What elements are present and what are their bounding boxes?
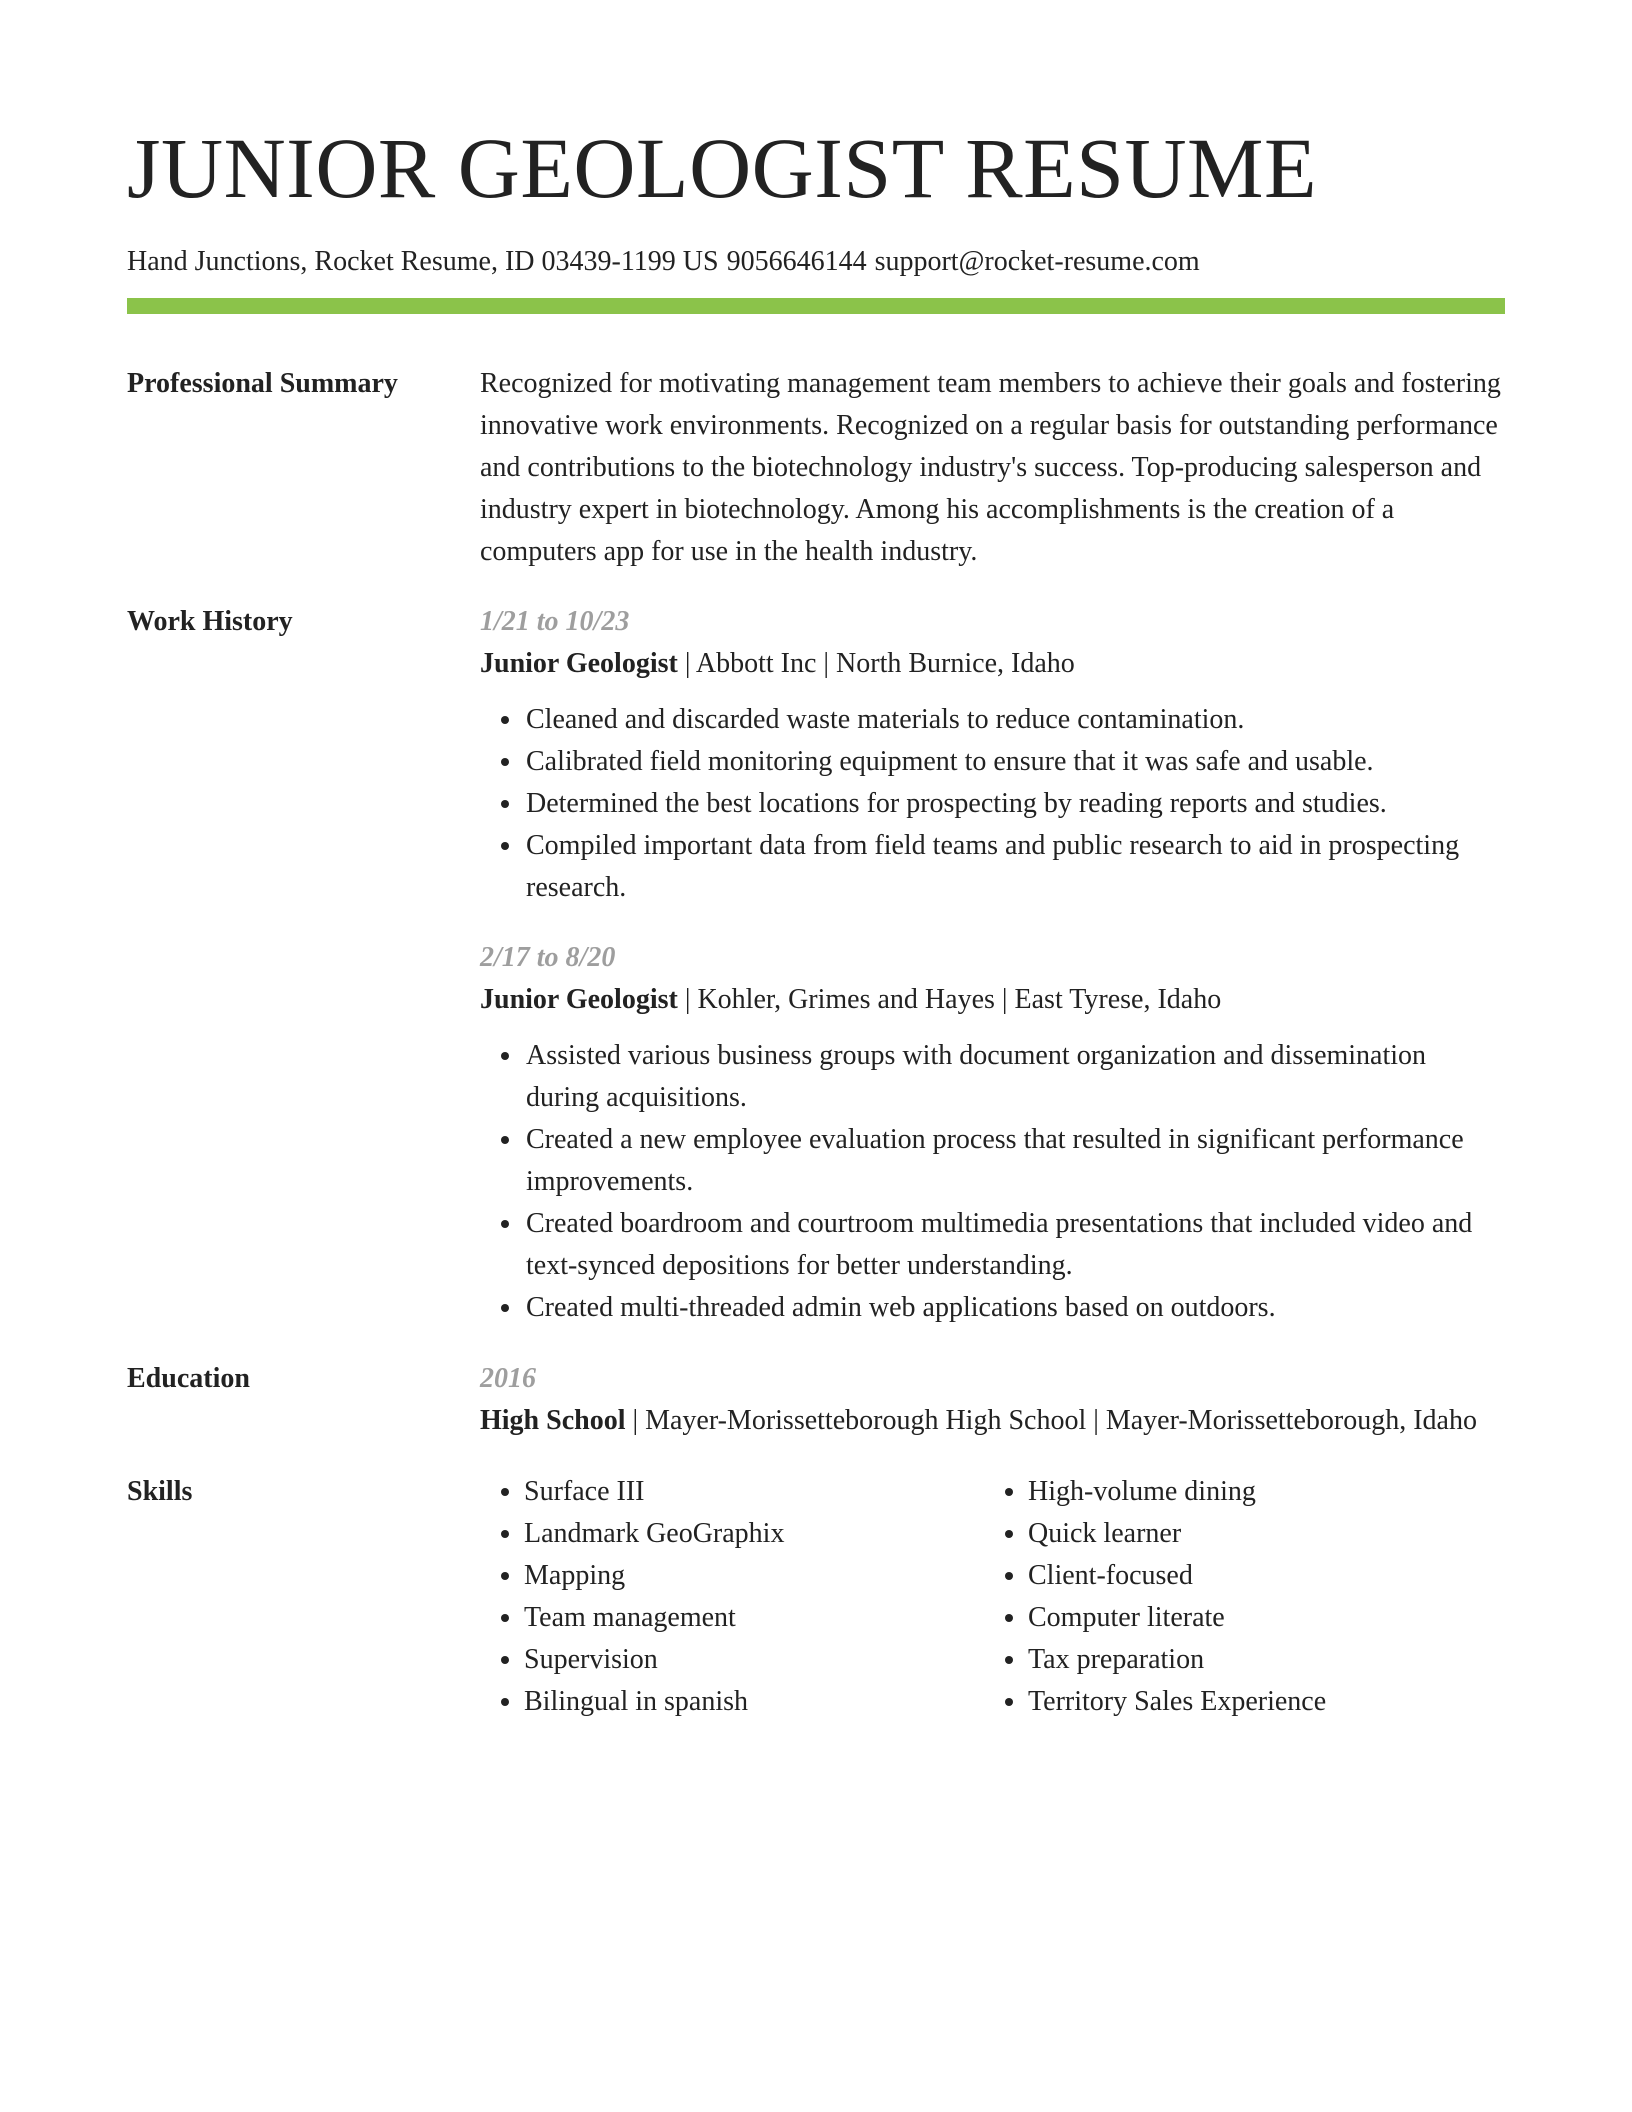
skills-section [127,1471,1505,1723]
job-role [480,979,1505,1021]
education-details: | Mayer-Morissetteborough High School | Mayer-Morissetteborough, Idaho [625,1405,1477,1436]
section-title-work-history: Work History [127,606,293,637]
work-history-section [127,601,1505,1329]
skill-item: • Surface III [524,1471,984,1513]
section-title-skills: Skills [127,1476,193,1507]
skill-item: • Landmark GeoGraphix [524,1513,984,1555]
job-position: Junior Geologist [480,648,678,679]
skill-item: • Territory Sales Experience [1028,1681,1488,1723]
job-dates: 1/21 to 10/23 [480,606,630,637]
contact-line [127,244,1505,280]
job-details: | Kohler, Grimes and Hayes | East Tyrese, Idaho [677,984,1222,1015]
education-section [127,1358,1505,1442]
job-position: Junior Geologist [480,984,678,1015]
education-body [480,1358,1505,1442]
job-bullet: • Created boardroom and courtroom multimedia presentations that included video and text-synced depositions for better understanding. [524,1203,1505,1287]
job-bullets [480,699,1505,909]
skill-item: • Client-focused [1028,1555,1488,1597]
skill-item: • Mapping [524,1555,984,1597]
work-history-body [480,601,1505,1329]
resume-title: JUNIOR GEOLOGIST RESUME [127,120,1318,216]
skill-item: • Tax preparation [1028,1639,1488,1681]
job-bullet: • Determined the best locations for prospecting by reading reports and studies. [524,783,1505,825]
skill-item: • Supervision [524,1639,984,1681]
contact-phone: 9056646144 [726,246,867,277]
education-degree: High School [480,1405,626,1436]
summary-section [127,363,1505,573]
contact-email: support@rocket-resume.com [874,246,1200,277]
job-bullet: • Cleaned and discarded waste materials to reduce contamination. [524,699,1505,741]
skill-item: • High-volume dining [1028,1471,1488,1513]
job-dates: 2/17 to 8/20 [480,942,616,973]
skills-list-right [984,1471,1488,1723]
job-bullet: • Created a new employee evaluation process that resulted in significant performance improvements. [524,1119,1505,1203]
header-divider [127,298,1505,314]
job-bullet: • Calibrated field monitoring equipment to ensure that it was safe and usable. [524,741,1505,783]
skills-list-left [480,1471,984,1723]
section-title-education: Education [127,1363,250,1394]
skills-body [480,1471,1505,1723]
job-bullet: • Assisted various business groups with document organization and dissemination during acquisitions. [524,1035,1505,1119]
job-bullet: • Created multi-threaded admin web applications based on outdoors. [524,1287,1505,1329]
education-entry [480,1400,1505,1442]
job-entry [480,937,1505,1329]
job-bullet: • Compiled important data from field teams and public research to aid in prospecting research. [524,825,1505,909]
section-title-summary: Professional Summary [127,368,398,399]
contact-address: Hand Junctions, Rocket Resume, ID 03439-1199 US [127,246,719,277]
skill-item: • Quick learner [1028,1513,1488,1555]
job-details: | Abbott Inc | North Burnice, Idaho [677,648,1075,679]
job-bullets [480,1035,1505,1329]
job-entry [480,601,1505,909]
skill-item: • Bilingual in spanish [524,1681,984,1723]
resume-page [127,0,1505,1723]
education-year: 2016 [480,1363,536,1394]
job-role [480,643,1505,685]
skill-item: • Team management [524,1597,984,1639]
skill-item: • Computer literate [1028,1597,1488,1639]
summary-text: Recognized for motivating management team members to achieve their goals and fostering innovative work environments. Recognized on a regular basis for outstanding performance and contributions to the biotechnology industry's success. Top-producing salesperson and industry expert in biotechnology. Among his accomplishments is the creation of a computers app for use in the health industry. [480,368,1501,567]
